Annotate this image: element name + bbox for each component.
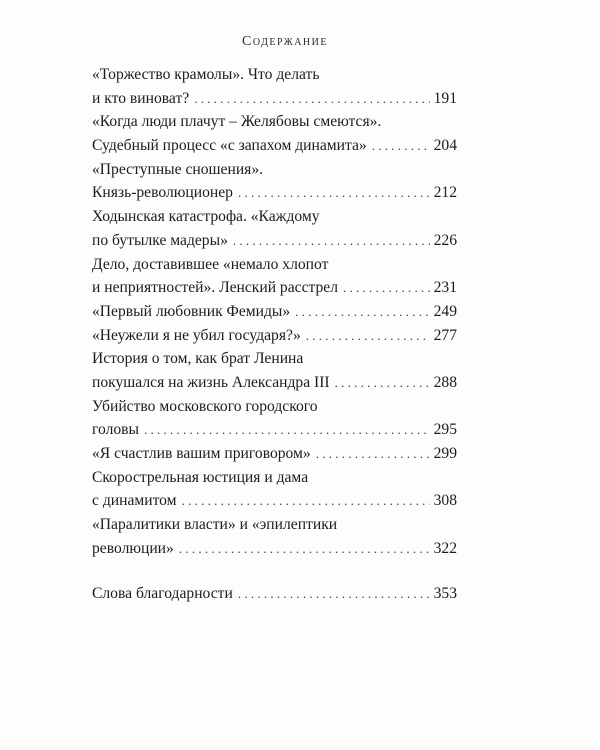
toc-entry-text: История о том, как брат Ленина (92, 350, 304, 368)
toc-entry[interactable] (92, 158, 457, 205)
page-title: Содержание (242, 34, 328, 49)
toc-entry[interactable] (92, 513, 457, 560)
dot-leader (238, 181, 430, 205)
toc-line (92, 276, 457, 300)
dot-leader (238, 582, 430, 606)
toc-entry-text: «Преступные сношения». (92, 160, 264, 178)
toc-page-number: 249 (433, 302, 457, 320)
toc-entry-text: «Первый любовник Фемиды» (92, 302, 291, 320)
dot-leader (233, 229, 430, 253)
toc-page-number: 353 (433, 585, 457, 603)
toc-line (92, 158, 457, 182)
toc-page-number: 191 (433, 89, 457, 107)
toc-page-number: 322 (433, 539, 457, 557)
toc-page-number: 212 (433, 184, 457, 202)
toc-entry-text: по бутылке мадеры» (92, 231, 228, 249)
toc-entry-text: с динамитом (92, 492, 177, 510)
toc-entry-text: «Я счастлив вашим приговором» (92, 445, 311, 462)
toc-page-number: 226 (433, 231, 457, 249)
toc-page-number: 204 (433, 137, 457, 155)
toc-entry-text: «Паралитики власти» и «эпилептики (92, 516, 338, 534)
dot-leader (343, 276, 430, 300)
dot-leader (316, 442, 430, 466)
toc-entry-text: «Торжество крамолы». Что делать (92, 66, 320, 83)
toc-page-number: 295 (433, 421, 457, 439)
toc-entry[interactable] (92, 466, 457, 513)
toc-entry-text: и неприятностей». Ленский расстрел (92, 279, 338, 297)
dot-leader (182, 489, 430, 513)
dot-leader (306, 324, 430, 348)
toc-line (92, 418, 457, 442)
dot-leader (335, 371, 430, 395)
toc-line (92, 300, 457, 324)
toc-entry-text: Ходынская катастрофа. «Каждому (92, 208, 320, 226)
toc-entry[interactable] (92, 395, 457, 442)
toc-line (92, 324, 457, 348)
toc-page-number: 288 (433, 373, 457, 391)
toc-entry-text: «Неужели я не убил государя?» (92, 326, 301, 344)
toc-line (92, 371, 457, 395)
toc-page-number: 277 (433, 326, 457, 344)
toc-line (92, 489, 457, 513)
toc-page-number: 299 (433, 445, 457, 462)
toc-line (92, 205, 457, 229)
toc-entry-text: Убийство московского городского (92, 397, 318, 415)
dot-leader (194, 87, 429, 111)
toc-line (92, 442, 457, 466)
toc-entry-text: Скорострельная юстиция и дама (92, 468, 309, 486)
toc-entry-text: революции» (92, 539, 174, 557)
toc-entry-afterword[interactable] (92, 582, 457, 606)
toc-page-number: 231 (433, 279, 457, 297)
table-of-contents (92, 63, 457, 606)
toc-entry[interactable] (92, 205, 457, 252)
toc-entry-text: головы (92, 421, 140, 439)
toc-line (92, 87, 457, 111)
toc-entry-text: покушался на жизнь Александра III (92, 373, 330, 391)
toc-entry[interactable] (92, 253, 457, 300)
toc-page-number: 308 (433, 492, 457, 510)
dot-leader (372, 134, 430, 158)
toc-line (92, 395, 457, 419)
section-gap (92, 560, 457, 582)
toc-entry-text: Слова благодарности (92, 585, 233, 603)
toc-line (92, 253, 457, 277)
dot-leader (179, 537, 430, 561)
toc-entry[interactable] (92, 110, 457, 157)
toc-entry-text: Судебный процесс «с запахом динамита» (92, 137, 367, 155)
toc-line (92, 466, 457, 490)
toc-line (92, 229, 457, 253)
toc-line (92, 537, 457, 561)
toc-entry[interactable] (92, 442, 457, 466)
toc-line (92, 181, 457, 205)
toc-entry[interactable] (92, 347, 457, 394)
toc-line (92, 582, 457, 606)
toc-entry-text: Князь-революционер (92, 184, 233, 202)
toc-line (92, 63, 457, 87)
toc-entry[interactable] (92, 300, 457, 324)
dot-leader (295, 300, 429, 324)
toc-entry-text: Дело, доставившее «немало хлопот (92, 255, 329, 273)
toc-line (92, 134, 457, 158)
toc-entry[interactable] (92, 63, 457, 110)
toc-entry-text: «Когда люди плачут – Желябовы смеются». (92, 113, 382, 131)
toc-entry-text: и кто виноват? (92, 89, 190, 107)
toc-line (92, 110, 457, 134)
dot-leader (144, 418, 430, 442)
toc-entry[interactable] (92, 324, 457, 348)
toc-line (92, 347, 457, 371)
toc-line (92, 513, 457, 537)
